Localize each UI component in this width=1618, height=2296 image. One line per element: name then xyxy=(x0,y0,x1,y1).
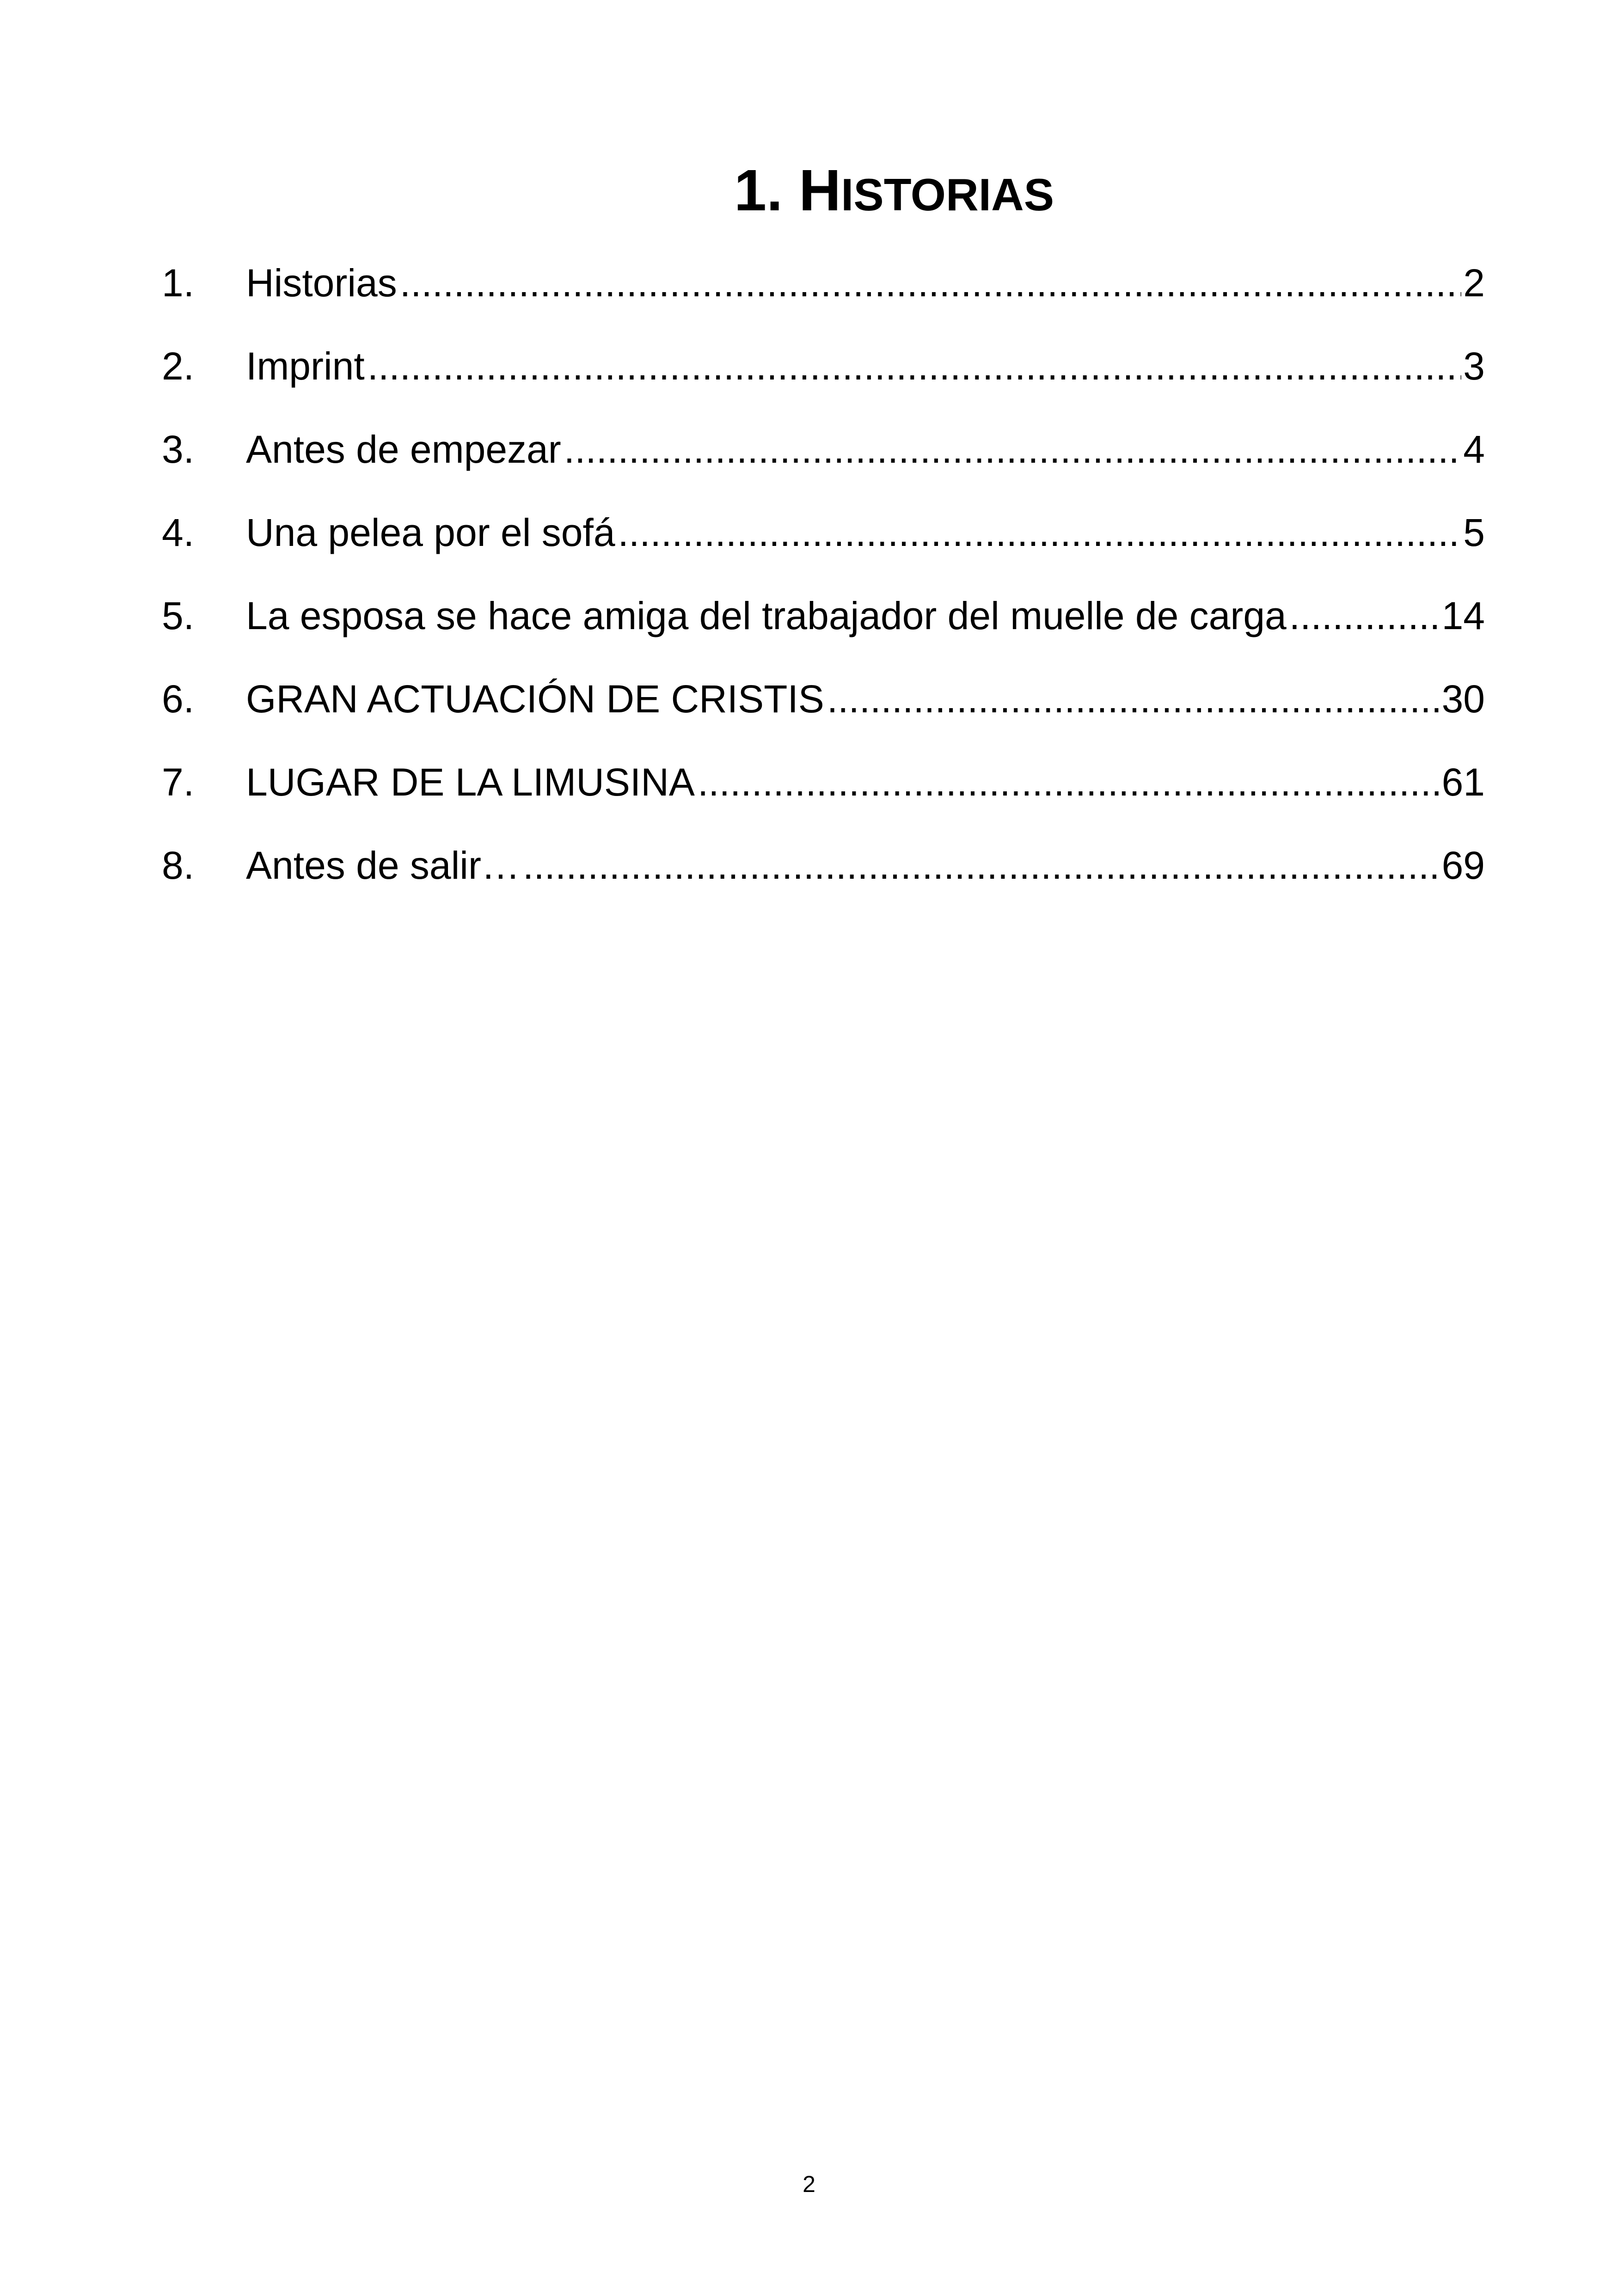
toc-link[interactable] xyxy=(246,671,1485,727)
title-rest: ISTORIAS xyxy=(841,169,1054,220)
toc-entry-title: Antes de empezar xyxy=(246,428,561,471)
dot-leader xyxy=(618,505,1462,560)
toc-entry xyxy=(162,824,1485,907)
toc-entry xyxy=(162,491,1485,574)
toc-link[interactable] xyxy=(246,754,1485,810)
footer-page-number: 2 xyxy=(803,2171,815,2197)
toc-entry-title: Una pelea por el sofá xyxy=(246,511,615,554)
toc-entry-number: 7. xyxy=(162,760,195,804)
toc-entry-page: 5 xyxy=(1463,511,1485,554)
toc-link[interactable] xyxy=(246,422,1485,477)
dot-leader xyxy=(827,671,1440,727)
toc-entry-number: 1. xyxy=(162,261,195,305)
toc-entry-page: 69 xyxy=(1441,844,1485,887)
toc-entry xyxy=(162,741,1485,824)
toc-link[interactable] xyxy=(246,338,1485,394)
toc-entry-title: Antes de salir… xyxy=(246,844,520,887)
toc-entry xyxy=(162,408,1485,491)
dot-leader xyxy=(1289,588,1440,643)
toc-link[interactable] xyxy=(246,505,1485,560)
table-of-contents xyxy=(162,241,1485,907)
toc-entry-page: 30 xyxy=(1441,677,1485,721)
dot-leader xyxy=(564,422,1462,477)
toc-entry-title: La esposa se hace amiga del trabajador del muelle de carga xyxy=(246,594,1287,637)
toc-entry-title: Imprint xyxy=(246,344,365,388)
toc-entry-page: 3 xyxy=(1463,344,1485,388)
page-title xyxy=(734,153,1054,227)
dot-leader xyxy=(400,255,1462,311)
dot-leader xyxy=(523,838,1440,893)
toc-entry-number: 6. xyxy=(162,677,195,721)
toc-entry-number: 3. xyxy=(162,428,195,471)
toc-entry xyxy=(162,574,1485,657)
toc-link[interactable] xyxy=(246,588,1485,643)
toc-entry xyxy=(162,241,1485,325)
toc-entry-title: LUGAR DE LA LIMUSINA xyxy=(246,760,695,804)
toc-entry-number: 8. xyxy=(162,844,195,887)
dot-leader xyxy=(698,754,1440,810)
toc-link[interactable] xyxy=(246,838,1485,893)
toc-entry-number: 5. xyxy=(162,594,195,637)
toc-entry-title: Historias xyxy=(246,261,397,305)
toc-entry-page: 2 xyxy=(1463,261,1485,305)
title-initial: H xyxy=(799,158,841,223)
toc-entry-page: 61 xyxy=(1441,760,1485,804)
toc-entry xyxy=(162,657,1485,741)
toc-link[interactable] xyxy=(246,255,1485,311)
toc-entry-number: 4. xyxy=(162,511,195,554)
toc-entry-page: 4 xyxy=(1463,428,1485,471)
dot-leader xyxy=(368,338,1462,394)
toc-entry-number: 2. xyxy=(162,344,195,388)
toc-entry-title: GRAN ACTUACIÓN DE CRISTIS xyxy=(246,677,824,721)
toc-entry-page: 14 xyxy=(1441,594,1485,637)
toc-entry xyxy=(162,325,1485,408)
title-number: 1. xyxy=(734,158,783,223)
